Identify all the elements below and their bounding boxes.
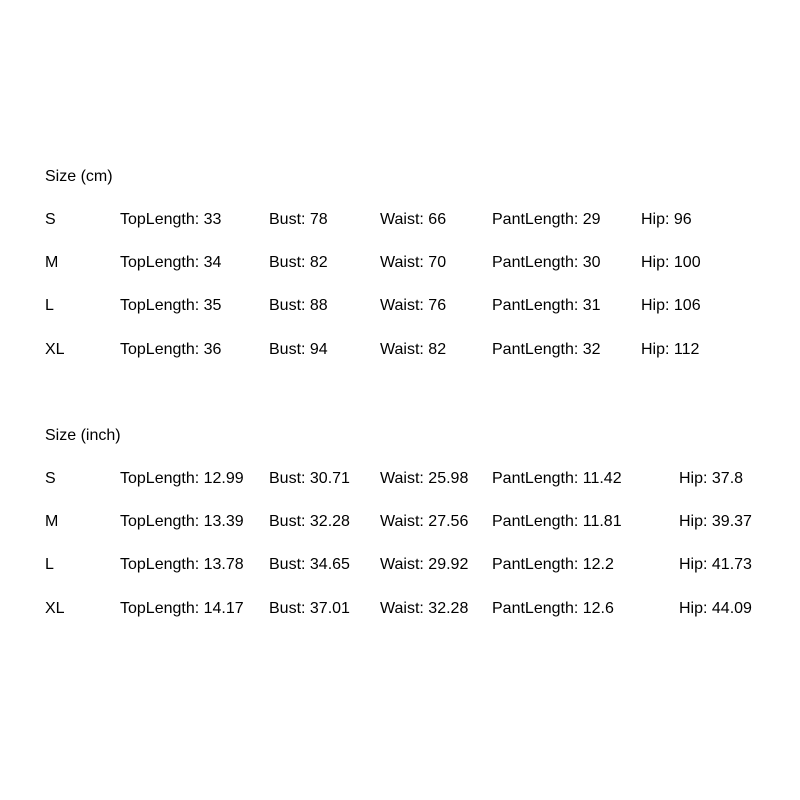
top-length-value: TopLength: 13.78 — [120, 556, 244, 573]
hip-value: Hip: 112 — [641, 341, 700, 358]
bust-value: Bust: 78 — [269, 211, 328, 228]
top-length-value: TopLength: 13.39 — [120, 513, 244, 530]
size-label: L — [45, 556, 54, 573]
size-label: S — [45, 470, 56, 487]
hip-value: Hip: 41.73 — [679, 556, 752, 573]
waist-value: Waist: 82 — [380, 341, 447, 358]
size-row-m — [0, 511, 800, 533]
size-row-s — [0, 468, 800, 490]
hip-value: Hip: 44.09 — [679, 600, 752, 617]
pant-length-value: PantLength: 31 — [492, 297, 601, 314]
size-label: XL — [45, 341, 65, 358]
top-length-value: TopLength: 34 — [120, 254, 222, 271]
hip-value: Hip: 39.37 — [679, 513, 752, 530]
hip-value: Hip: 37.8 — [679, 470, 744, 487]
size-label: S — [45, 211, 56, 228]
size-label: M — [45, 513, 59, 530]
size-row-l — [0, 554, 800, 576]
size-label: M — [45, 254, 59, 271]
pant-length-value: PantLength: 12.6 — [492, 600, 614, 617]
top-length-value: TopLength: 14.17 — [120, 600, 244, 617]
top-length-value: TopLength: 36 — [120, 341, 222, 358]
pant-length-value: PantLength: 32 — [492, 341, 601, 358]
top-length-value: TopLength: 35 — [120, 297, 222, 314]
pant-length-value: PantLength: 30 — [492, 254, 601, 271]
size-row-l — [0, 295, 800, 317]
size-label: L — [45, 297, 54, 314]
waist-value: Waist: 32.28 — [380, 600, 469, 617]
bust-value: Bust: 30.71 — [269, 470, 350, 487]
hip-value: Hip: 100 — [641, 254, 701, 271]
waist-value: Waist: 70 — [380, 254, 447, 271]
bust-value: Bust: 34.65 — [269, 556, 350, 573]
waist-value: Waist: 25.98 — [380, 470, 469, 487]
hip-value: Hip: 96 — [641, 211, 692, 228]
pant-length-value: PantLength: 11.81 — [492, 513, 622, 530]
hip-value: Hip: 106 — [641, 297, 701, 314]
pant-length-value: PantLength: 12.2 — [492, 556, 614, 573]
waist-value: Waist: 76 — [380, 297, 447, 314]
waist-value: Waist: 27.56 — [380, 513, 469, 530]
size-chart-inch-title: Size (inch) — [45, 427, 121, 444]
size-label: XL — [45, 600, 65, 617]
bust-value: Bust: 32.28 — [269, 513, 350, 530]
top-length-value: TopLength: 33 — [120, 211, 222, 228]
size-row-xl — [0, 598, 800, 620]
bust-value: Bust: 82 — [269, 254, 328, 271]
bust-value: Bust: 37.01 — [269, 600, 350, 617]
waist-value: Waist: 66 — [380, 211, 447, 228]
waist-value: Waist: 29.92 — [380, 556, 469, 573]
size-row-m — [0, 252, 800, 274]
pant-length-value: PantLength: 29 — [492, 211, 601, 228]
size-row-s — [0, 209, 800, 231]
size-chart-cm-title: Size (cm) — [45, 168, 113, 185]
bust-value: Bust: 88 — [269, 297, 328, 314]
size-row-xl — [0, 339, 800, 361]
bust-value: Bust: 94 — [269, 341, 328, 358]
pant-length-value: PantLength: 11.42 — [492, 470, 622, 487]
top-length-value: TopLength: 12.99 — [120, 470, 244, 487]
